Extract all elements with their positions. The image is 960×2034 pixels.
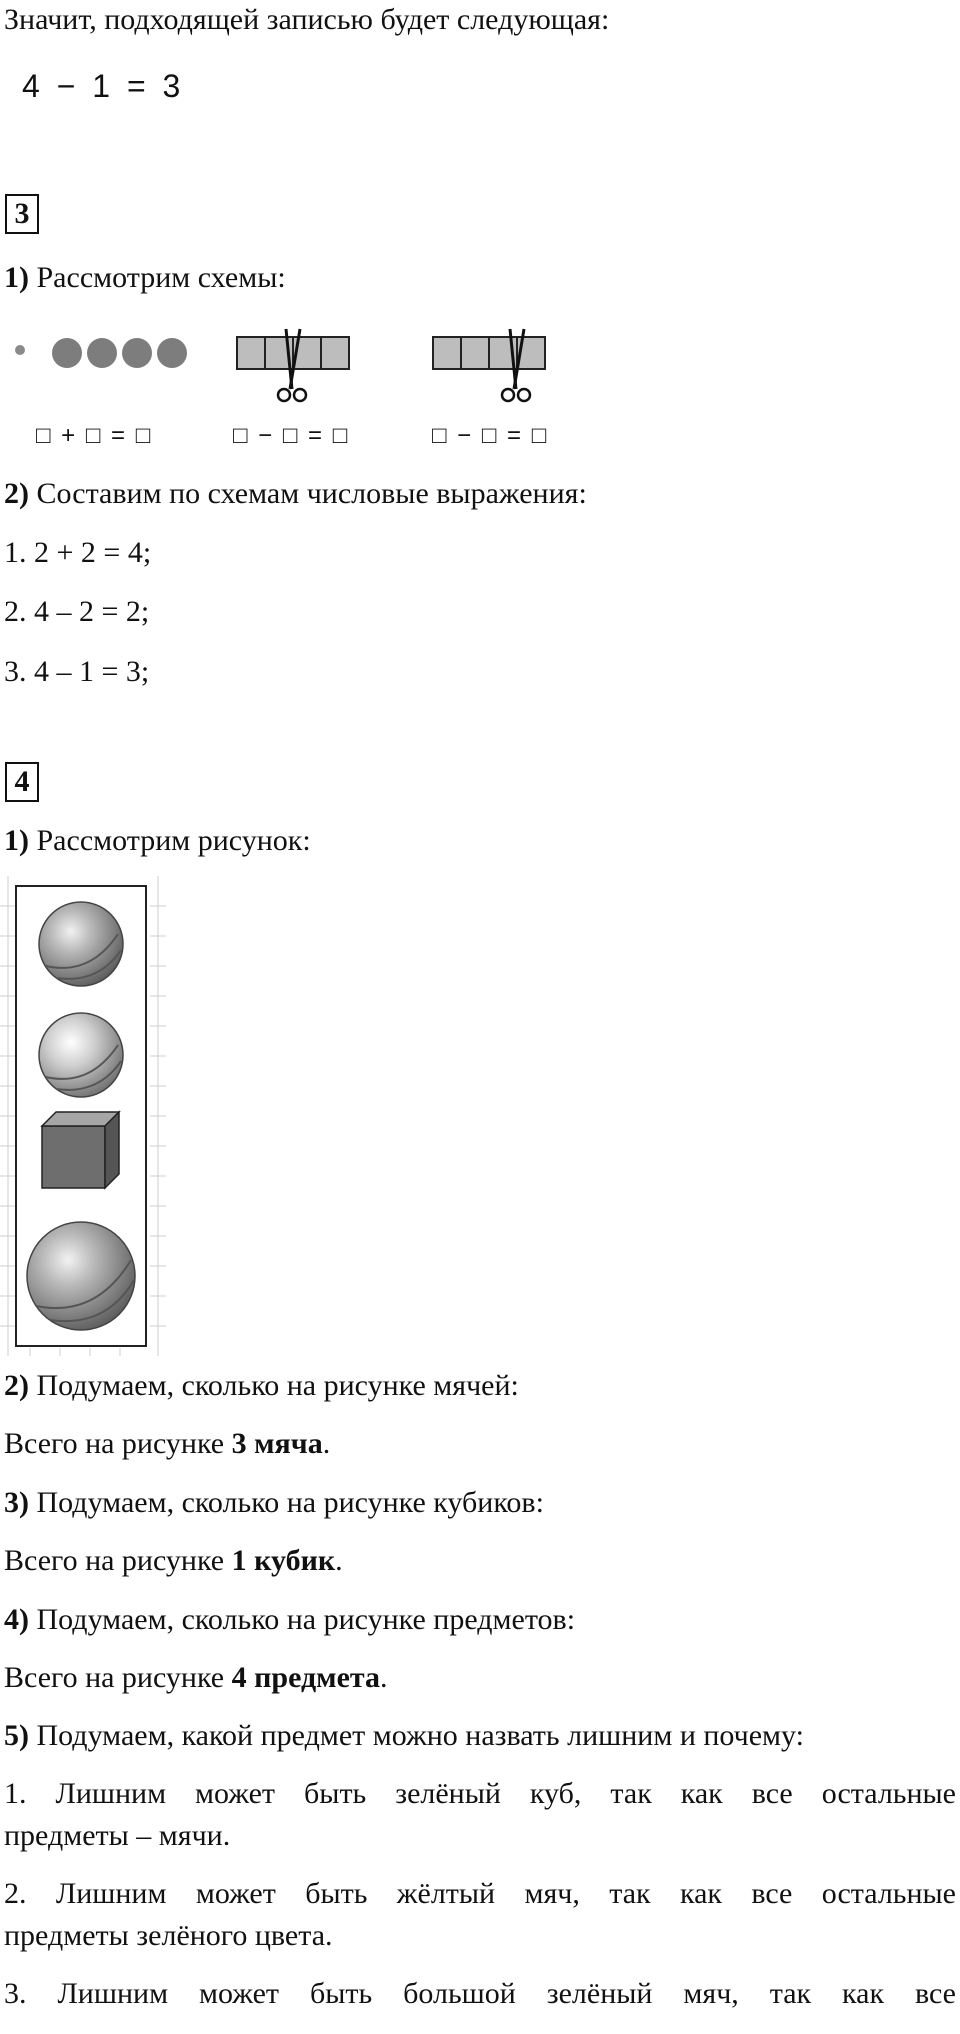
- task3-step1: [4, 258, 286, 298]
- task4-step4-text: Подумаем, сколько на рисунке предметов:: [29, 1603, 576, 1636]
- answer2-pre: Всего на рисунке: [4, 1427, 232, 1460]
- task4-step2-text: Подумаем, сколько на рисунке мячей:: [29, 1369, 519, 1402]
- task4-answer3: [4, 1541, 343, 1581]
- answer3-post: .: [335, 1544, 343, 1577]
- intro-text: Значит, подходящей записью будет следующая:: [4, 3, 610, 36]
- scheme-dot: [52, 338, 82, 368]
- task4-number: 4: [5, 762, 39, 802]
- reason-2-line1: 2. Лишним может быть жёлтый мяч, так как все остальные: [4, 1877, 956, 1910]
- scheme-formula-2: □ − □ = □: [233, 422, 350, 449]
- reason-2-line2: предметы зелёного цвета.: [4, 1919, 333, 1952]
- answer4-pre: Всего на рисунке: [4, 1661, 232, 1694]
- intro-equation: 4 − 1 = 3: [22, 68, 181, 104]
- task3-step1-num: 1): [4, 261, 29, 294]
- task3-step2: [4, 474, 587, 514]
- answer2-bold: 3 мяча: [231, 1427, 323, 1460]
- task4-answer2: [4, 1424, 330, 1464]
- task3-number: 3: [5, 194, 39, 234]
- reason-3-line1: 3. Лишним может быть большой зелёный мяч, так как все: [4, 1977, 956, 2010]
- task4-step1: [4, 821, 311, 861]
- task4-step1-text: Рассмотрим рисунок:: [29, 824, 311, 857]
- task4-step5: [4, 1716, 804, 1756]
- reason-1-line2: предметы – мячи.: [4, 1819, 231, 1852]
- scheme-strip-2: [433, 337, 545, 369]
- answer3-pre: Всего на рисунке: [4, 1544, 232, 1577]
- ball-3-big: [27, 1222, 135, 1330]
- task4-step4-num: 4): [4, 1603, 29, 1636]
- task4-step2: [4, 1366, 519, 1406]
- expression-2: 2. 4 – 2 = 2;: [4, 595, 150, 628]
- scheme-formula-3: □ − □ = □: [432, 422, 549, 449]
- answer4-bold: 4 предмета: [231, 1661, 381, 1694]
- answer4-post: .: [380, 1661, 388, 1694]
- task4-step3: [4, 1483, 544, 1523]
- task4-step3-num: 3): [4, 1486, 29, 1519]
- scheme-formula-1: □ + □ = □: [36, 422, 153, 449]
- scheme-dot: [87, 338, 117, 368]
- ball-1: [39, 902, 123, 986]
- scheme-dot: [122, 338, 152, 368]
- scheme-dot: [157, 338, 187, 368]
- task4-step4: [4, 1600, 575, 1640]
- task4-step2-num: 2): [4, 1369, 29, 1402]
- task4-step5-num: 5): [4, 1719, 29, 1752]
- task3-step2-num: 2): [4, 477, 29, 510]
- reason-1-line1: 1. Лишним может быть зелёный куб, так как все остальные: [4, 1777, 956, 1810]
- expression-3: 3. 4 – 1 = 3;: [4, 655, 150, 688]
- cube: [42, 1112, 119, 1188]
- task4-answer4: [4, 1658, 388, 1698]
- ball-2: [39, 1013, 123, 1097]
- task4-step1-num: 1): [4, 824, 29, 857]
- answer2-post: .: [322, 1427, 331, 1460]
- task4-step3-text: Подумаем, сколько на рисунке кубиков:: [29, 1486, 544, 1519]
- task3-step1-text: Рассмотрим схемы:: [29, 261, 286, 294]
- objects-figure: [0, 876, 170, 1356]
- expression-1: 1. 2 + 2 = 4;: [4, 536, 152, 569]
- scheme-dot-small: [15, 345, 25, 355]
- task4-step5-text: Подумаем, какой предмет можно назвать лишним и почему:: [29, 1719, 804, 1752]
- task3-step2-text: Составим по схемам числовые выражения:: [29, 477, 587, 510]
- answer3-bold: 1 кубик: [231, 1544, 336, 1577]
